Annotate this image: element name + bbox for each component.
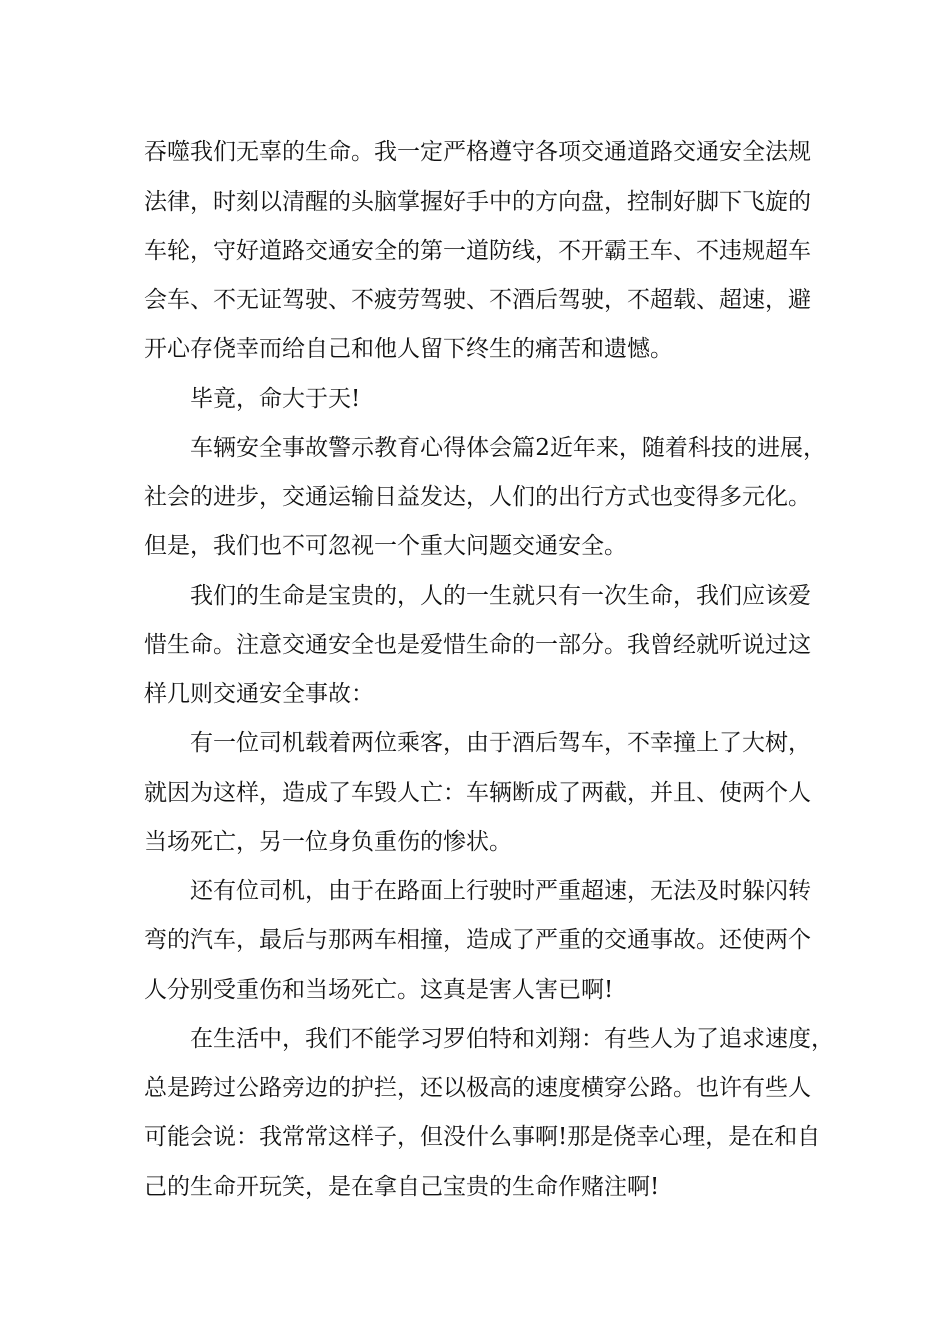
text-line: 社会的进步，交通运输日益发达，人们的出行方式也变得多元化。 [144, 484, 811, 510]
text-line: 弯的汽车，最后与那两车相撞，造成了严重的交通事故。还使两个 [144, 927, 811, 953]
text-line: 车轮，守好道路交通安全的第一道防线，不开霸王车、不违规超车 [144, 238, 811, 264]
text-line: 可能会说：我常常这样子，但没什么事啊!那是侥幸心理，是在和自 [144, 1124, 821, 1150]
text-line: 己的生命开玩笑，是在拿自己宝贵的生命作赌注啊! [144, 1174, 660, 1200]
text-line: 就因为这样，造成了车毁人亡：车辆断成了两截，并且、使两个人 [144, 780, 811, 806]
text-line: 车辆安全事故警示教育心得体会篇2近年来，随着科技的进展， [190, 435, 826, 461]
text-line: 但是，我们也不可忽视一个重大问题交通安全。 [144, 533, 627, 559]
text-line: 会车、不无证驾驶、不疲劳驾驶、不酒后驾驶，不超载、超速，避 [144, 287, 811, 313]
text-line: 有一位司机载着两位乘客，由于酒后驾车，不幸撞上了大树， [190, 730, 811, 756]
text-line: 惜生命。注意交通安全也是爱惜生命的一部分。我曾经就听说过这 [144, 632, 811, 658]
text-line: 吞噬我们无辜的生命。我一定严格遵守各项交通道路交通安全法规 [144, 139, 811, 165]
text-line: 我们的生命是宝贵的，人的一生就只有一次生命，我们应该爱 [190, 583, 811, 609]
text-line: 在生活中，我们不能学习罗伯特和刘翔：有些人为了追求速度， [190, 1026, 834, 1052]
text-line: 开心存侥幸而给自己和他人留下终生的痛苦和遗憾。 [144, 336, 673, 362]
text-line: 还有位司机，由于在路面上行驶时严重超速，无法及时躲闪转 [190, 878, 811, 904]
text-line: 法律，时刻以清醒的头脑掌握好手中的方向盘，控制好脚下飞旋的 [144, 189, 811, 215]
text-line: 人分别受重伤和当场死亡。这真是害人害已啊! [144, 977, 614, 1003]
text-line: 总是跨过公路旁边的护拦，还以极高的速度横穿公路。也许有些人 [144, 1075, 811, 1101]
text-line: 当场死亡，另一位身负重伤的惨状。 [144, 829, 512, 855]
text-line: 样几则交通安全事故： [144, 681, 374, 707]
text-line: 毕竟，命大于天! [190, 386, 361, 412]
